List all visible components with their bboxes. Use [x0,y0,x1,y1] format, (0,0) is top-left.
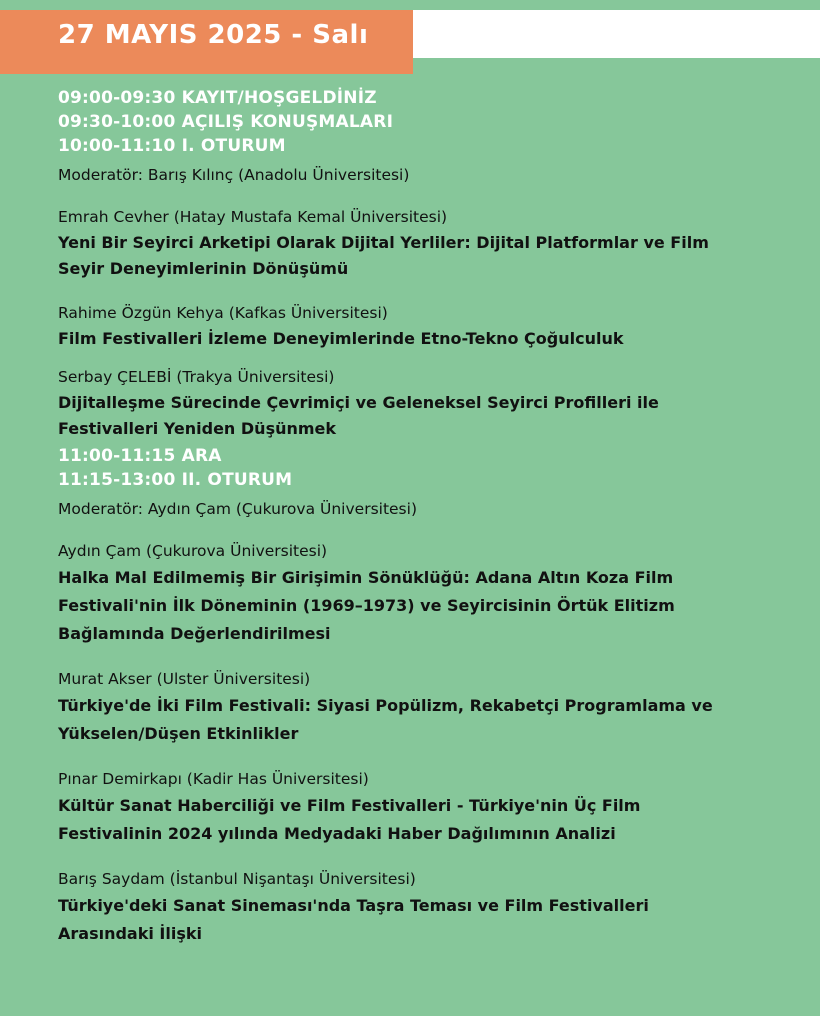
moderator-line: Moderatör: Aydın Çam (Çukurova Üniversitesi) [58,500,417,518]
schedule-line: 09:00-09:30 KAYIT/HOŞGELDİNİZ [58,88,377,108]
talk-author: Pınar Demirkapı (Kadir Has Üniversitesi) [58,770,369,788]
talk-title-line: Festivalleri Yeniden Düşünmek [58,419,337,438]
talk-item [58,868,798,948]
talk-title-line: Yeni Bir Seyirci Arketipi Olarak Dijital Yerliler: Dijital Platformlar ve Film [58,233,709,252]
talk-title-line: Türkiye'de İki Film Festivali: Siyasi Popülizm, Rekabetçi Programlama ve [58,696,713,715]
talk-title-line: Film Festivalleri İzleme Deneyimlerinde Etno-Tekno Çoğulculuk [58,329,624,348]
schedule-line: 10:00-11:10 I. OTURUM [58,136,286,156]
talk-author: Emrah Cevher (Hatay Mustafa Kemal Üniversitesi) [58,208,448,226]
talk-title-line: Yükselen/Düşen Etkinlikler [58,724,299,743]
header-white-band [412,10,820,58]
schedule-line: 11:00-11:15 ARA [58,446,222,466]
talk-item [58,668,798,748]
schedule-line: 09:30-10:00 AÇILIŞ KONUŞMALARI [58,112,394,132]
talk-title-line: Dijitalleşme Sürecinde Çevrimiçi ve Geleneksel Seyirci Profilleri ile [58,393,659,412]
date-banner [0,10,413,74]
talk-title [58,892,798,948]
talk-author: Barış Saydam (İstanbul Nişantaşı Üniversitesi) [58,870,416,888]
talk-item [58,302,798,352]
session-2 [58,444,798,948]
talk-title [58,390,798,442]
date-title: 27 MAYIS 2025 - Salı [58,20,369,50]
talk-title-line: Festivali'nin İlk Döneminin (1969–1973) ve Seyircisinin Örtük Elitizm [58,596,675,615]
talk-item [58,366,798,442]
talk-title [58,792,798,848]
program-content [58,86,798,948]
talk-item [58,540,798,648]
talk-title-line: Arasındaki İlişki [58,924,202,943]
talk-title-line: Bağlamında Değerlendirilmesi [58,624,331,643]
schedule-line: 11:15-13:00 II. OTURUM [58,470,293,490]
talk-title [58,326,798,352]
talk-author: Serbay ÇELEBİ (Trakya Üniversitesi) [58,368,335,386]
talk-title [58,230,798,282]
talk-author: Murat Akser (Ulster Üniversitesi) [58,670,311,688]
talk-item [58,768,798,848]
talk-title [58,692,798,748]
session-1 [58,86,798,442]
talk-title [58,564,798,648]
talk-author: Aydın Çam (Çukurova Üniversitesi) [58,542,328,560]
talk-author: Rahime Özgün Kehya (Kafkas Üniversitesi) [58,304,388,322]
talk-title-line: Festivalinin 2024 yılında Medyadaki Haber Dağılımının Analizi [58,824,616,843]
talk-title-line: Kültür Sanat Haberciliği ve Film Festivalleri - Türkiye'nin Üç Film [58,796,641,815]
moderator-line: Moderatör: Barış Kılınç (Anadolu Üniversitesi) [58,166,410,184]
talk-title-line: Halka Mal Edilmemiş Bir Girişimin Sönüklüğü: Adana Altın Koza Film [58,568,674,587]
talk-title-line: Seyir Deneyimlerinin Dönüşümü [58,259,349,278]
top-strip [0,0,820,10]
talk-title-line: Türkiye'deki Sanat Sineması'nda Taşra Teması ve Film Festivalleri [58,896,649,915]
talk-item [58,206,798,282]
